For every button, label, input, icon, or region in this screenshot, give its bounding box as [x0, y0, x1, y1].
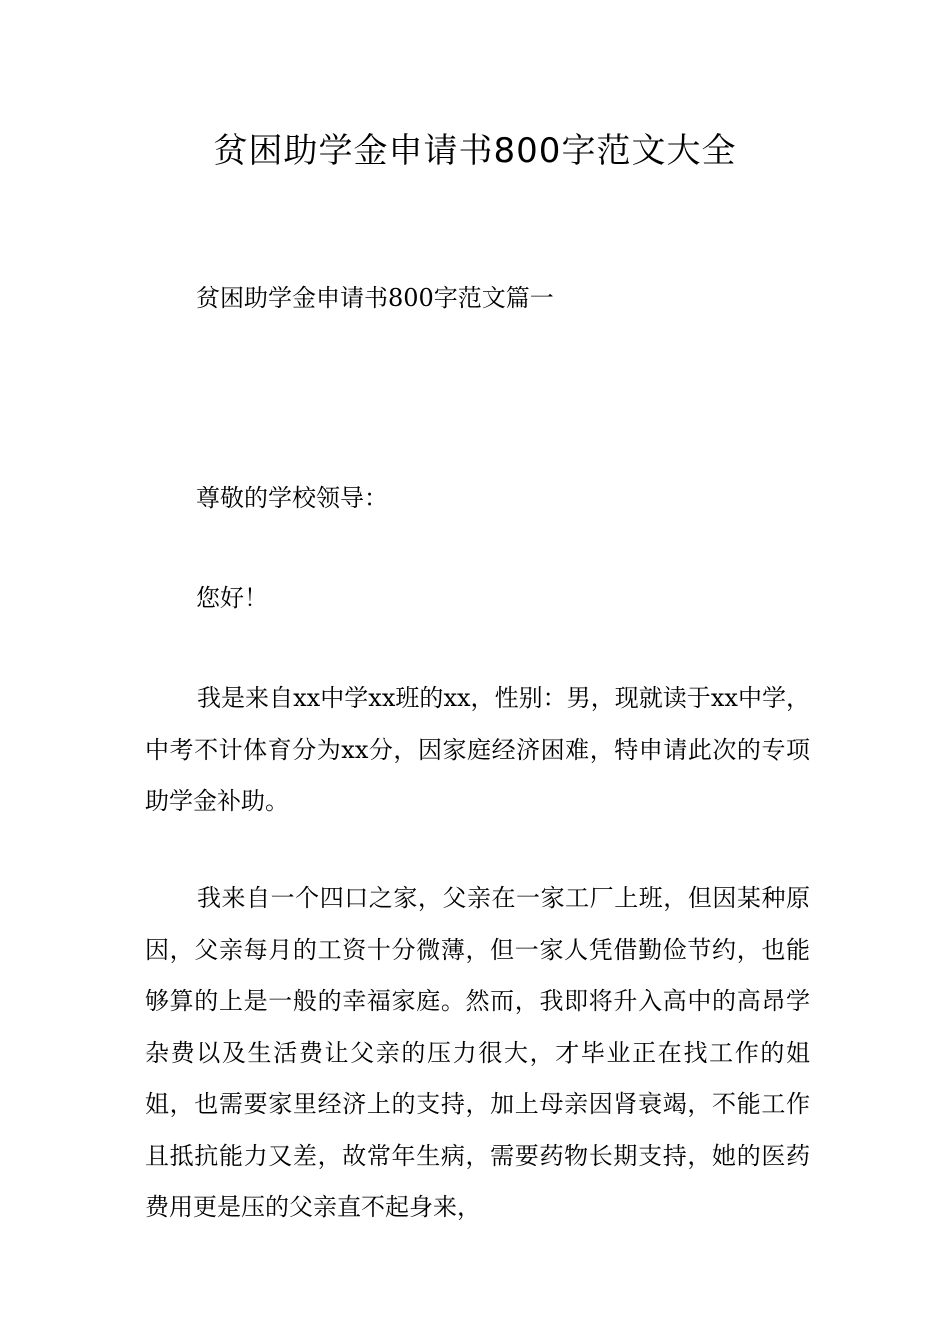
document-title: 贫困助学金申请书800字范文大全	[213, 131, 737, 171]
greeting: 您好！	[196, 584, 268, 612]
salutation: 尊敬的学校领导：	[196, 484, 388, 512]
body-paragraph: 我是来自xx中学xx班的xx，性别：男，现就读于xx中学，中考不计体育分为xx分，因家庭经济困难，特申请此次的专项助学金补助。	[145, 684, 810, 815]
body-paragraph: 我来自一个四口之家，父亲在一家工厂上班，但因某种原因，父亲每月的工资十分微薄，但一家人凭借勤俭节约，也能够算的上是一般的幸福家庭。然而，我即将升入高中的高昂学杂费以及生活费让父亲的压力很大，才毕业正在找工作的姐姐，也需要家里经济上的支持，加上母亲因肾衰竭，不能工作且抵抗能力又差，故常年生病，需要药物长期支持，她的医药费用更是压的父亲直不起身来，	[145, 884, 810, 1221]
section-heading: 贫困助学金申请书800字范文篇一	[196, 284, 554, 312]
